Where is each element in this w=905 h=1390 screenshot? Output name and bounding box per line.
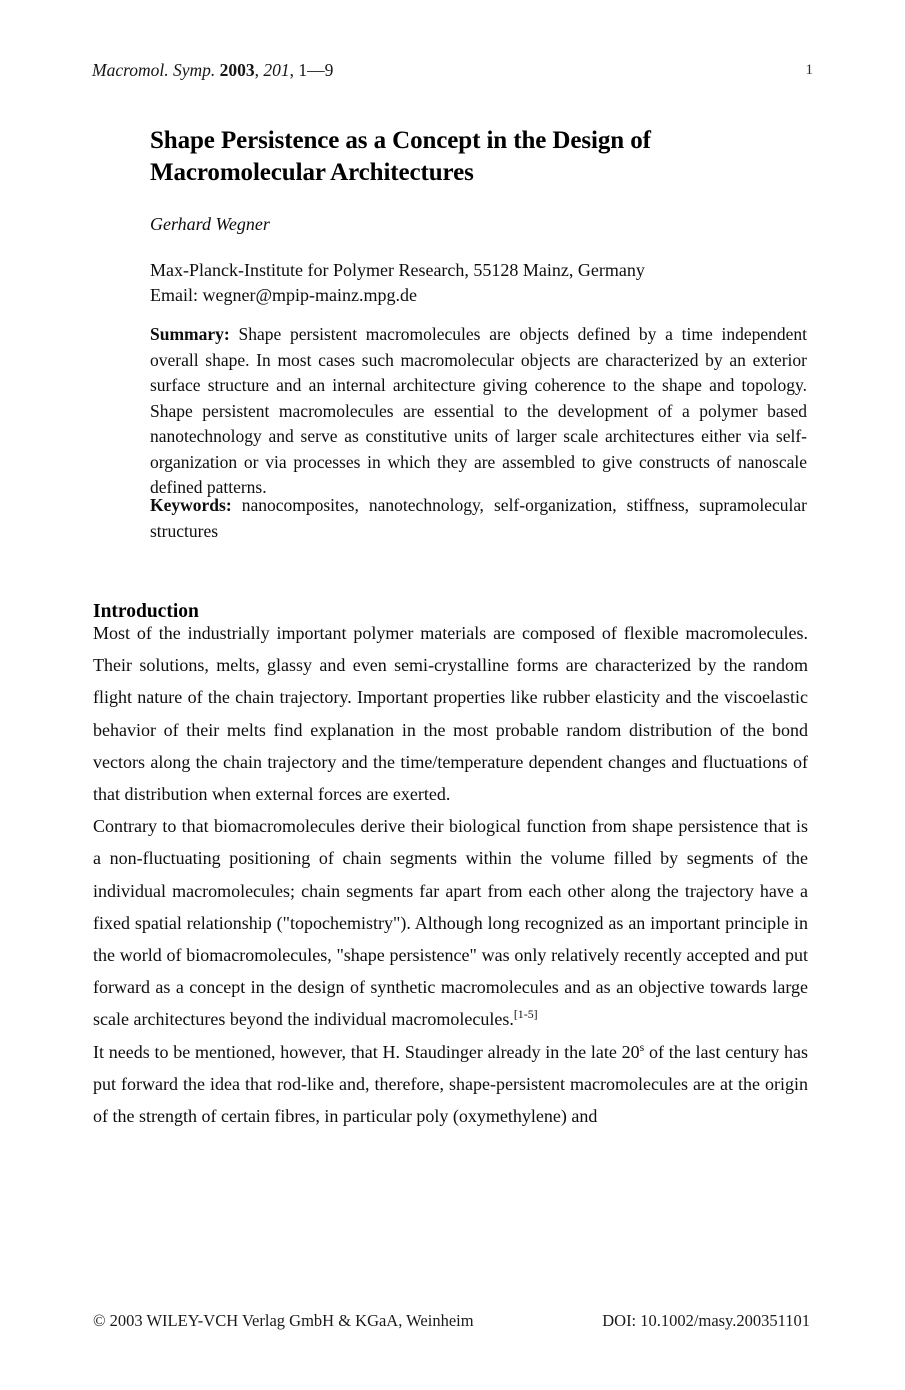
summary-label: Summary: — [150, 324, 230, 344]
decade-superscript: s — [639, 1039, 645, 1054]
journal-name: Macromol. Symp. — [92, 60, 216, 80]
citation-reference: [1-5] — [513, 1007, 538, 1022]
keywords-list: nanocomposites, nanotechnology, self-organization, stiffness, supramolecular structures — [150, 495, 807, 541]
affiliation-institute: Max-Planck-Institute for Polymer Research, 55128 Mainz, Germany — [150, 260, 645, 280]
author-name: Gerhard Wegner — [150, 214, 270, 234]
doi-identifier: DOI: 10.1002/masy.200351101 — [602, 1311, 810, 1330]
affiliation-block — [150, 258, 810, 308]
page-range: 1—9 — [298, 60, 334, 80]
running-head — [92, 58, 813, 82]
section-heading-introduction: Introduction — [93, 601, 199, 623]
body-text — [93, 617, 808, 1132]
keywords-block — [150, 493, 807, 544]
paragraph-3 — [93, 1036, 808, 1133]
summary-block — [150, 322, 807, 501]
page-footer — [93, 1310, 810, 1332]
paragraph-3-text-end: of the last century has put forward the idea that rod-like and, therefore, shape-persistent macromolecules are at the origin of the strength of certain fibres, in particular poly (oxymethylene) and — [93, 1041, 808, 1127]
copyright-notice: © 2003 WILEY-VCH Verlag GmbH & KGaA, Weinheim — [93, 1311, 474, 1330]
summary-text: Shape persistent macromolecules are objects defined by a time independent overall shape. In most cases such macromolecular objects are characterized by an exterior surface structure and an internal architecture giving coherence to the shape and topology. Shape persistent macromolecules are essential to the development of a polymer based nanotechnology and serve as constitutive units of larger scale architectures either via self-organization or via processes in which they are assembled to give constructs of nanoscale defined patterns. — [150, 324, 808, 497]
paragraph-1: Most of the industrially important polymer materials are composed of flexible macromolecules. Their solutions, melts, glassy and even semi-crystalline forms are characterized by the random flight nature of the chain trajectory. Important properties like rubber elasticity and the viscoelastic behavior of their melts find explanation in the most probable random distribution of the bond vectors along the chain trajectory and the time/temperature dependent changes and fluctuations of that distribution when external forces are exerted. — [93, 623, 808, 805]
publication-year: 2003 — [219, 60, 255, 80]
journal-citation: Macromol. Symp. 2003, 201, 1—9 — [92, 60, 334, 80]
paragraph-2-text: Contrary to that biomacromolecules derive their biological function from shape persistence that is a non-fluctuating positioning of chain segments within the volume filled by segments of the individual macromolecules; chain segments far apart from each other along the trajectory have a fixed spatial relationship ("topochemistry"). Although long recognized as an important principle in the world of biomacromolecules, "shape persistence" was only relatively recently accepted and put forward as a concept in the design of synthetic macromolecules and as an objective towards large scale architectures beyond the individual macromolecules. — [93, 816, 808, 1030]
paragraph-2 — [93, 810, 808, 1035]
author-email: Email: wegner@mpip-mainz.mpg.de — [150, 285, 418, 305]
paragraph-3-text-start: It needs to be mentioned, however, that H. Staudinger already in the late 20 — [93, 1041, 640, 1062]
page-title: Shape Persistence as a Concept in the Design of Macromolecular Architectures — [150, 126, 651, 186]
volume-number: 201 — [263, 60, 290, 80]
page-number: 1 — [805, 62, 813, 78]
keywords-label: Keywords: — [150, 495, 232, 515]
